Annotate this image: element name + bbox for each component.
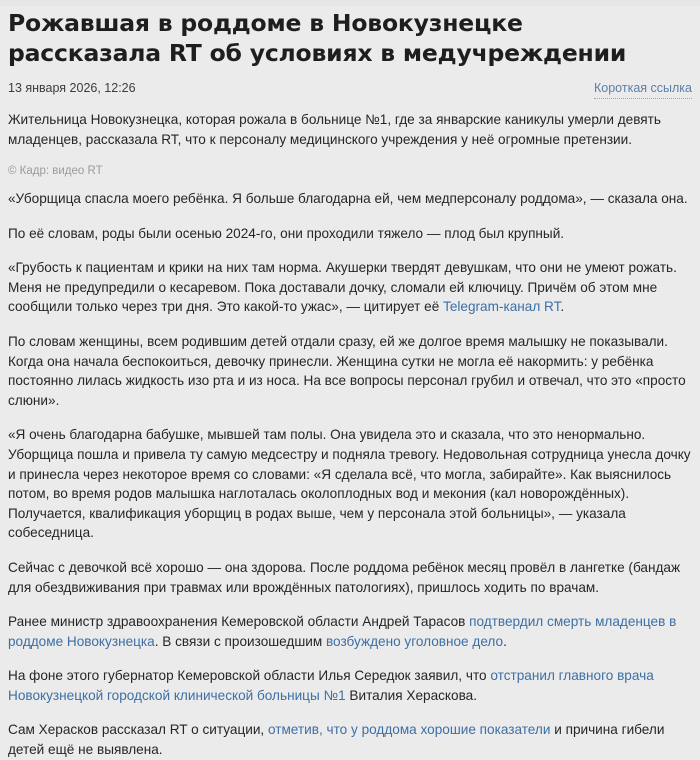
article-inline-link[interactable]: отстранил главного врача Новокузнецкой городской клинической больницы №1 <box>8 668 654 703</box>
article-paragraph <box>8 720 692 759</box>
article-meta-row <box>8 80 692 104</box>
article-text-run: . <box>560 299 565 315</box>
article-text-run: и причина гибели детей ещё не выявлена. <box>8 722 665 758</box>
article-paragraph <box>8 666 692 705</box>
article-inline-link[interactable]: подтвердил смерть младенцев в роддоме Новокузнецка <box>8 614 677 649</box>
article-inline-link[interactable]: Telegram-канал RT <box>443 299 561 315</box>
page-title: Рожавшая в роддоме в Новокузнецке рассказала RT об условиях в медучреждении <box>8 9 627 67</box>
article-text-run: Сам Херасков рассказал RT о ситуации, <box>8 722 268 738</box>
article-text-run: «Уборщица спасла моего ребёнка. Я больше благодарна ей, чем медперсоналу роддома», — сказала она. <box>8 191 688 206</box>
article-text-run: По словам женщины, всем родившим детей отдали сразу, ей же долгое время малышку не показывали. Когда она начала беспокоиться, девочку принесли. Женщина сутки не могла её накормить: у ребёнка постоянно лилась жидкость изо рта и из носа. На все вопросы персонал грубил и отвечал, что это «просто слюни». <box>8 333 686 408</box>
article-page <box>0 8 700 760</box>
article-paragraph <box>8 189 692 209</box>
short-link-button[interactable]: Короткая ссылка <box>594 80 692 99</box>
top-band <box>0 0 700 6</box>
article-paragraph <box>8 558 692 597</box>
article-inline-link[interactable]: возбуждено уголовное дело <box>325 633 504 649</box>
article-text-run: Ранее министр здравоохранения Кемеровской области Андрей Тарасов <box>8 614 470 630</box>
article-paragraph <box>8 224 692 244</box>
article-inline-link[interactable]: отметив, что у роддома хорошие показатели <box>267 722 551 738</box>
article-lead: Жительница Новокузнецка, которая рожала в больнице №1, где за январские каникулы умерли девять младенцев, рассказала RT, что к персоналу медицинского учреждения у неё огромные претензии. <box>8 112 661 147</box>
article-text-run: На фоне этого губернатор Кемеровской области Илья Середюк заявил, что <box>8 668 491 684</box>
article-body <box>8 189 692 760</box>
publish-date: 13 января 2026, 12:26 <box>8 81 136 95</box>
article-paragraph <box>8 258 692 317</box>
article-paragraph <box>8 332 692 410</box>
article-text-run: По её словам, роды были осенью 2024-го, они проходили тяжело — плод был крупный. <box>8 225 565 241</box>
article-text-run: «Я очень благодарна бабушке, мывшей там полы. Она увидела это и сказала, что это ненормально. Уборщица пошла и привела ту самую медсестру и подняла тревогу. Недовольная сотрудница унесла дочку и принесла через некоторое время со словами: «Я сделала всё, что могла, забирайте». Как выяснилось потом, во время родов малышка наглоталась околоплодных вод и мекония (кал новорождённых). Получается, квалификация уборщиц в родах выше, чем у персонала этой больницы», — указала собеседница. <box>8 427 691 541</box>
article-text-run: Виталия Хераскова. <box>345 687 478 703</box>
article-text-run: . В связи с произошедшим <box>154 633 326 649</box>
article-paragraph <box>8 612 692 651</box>
article-text-run: . <box>503 633 507 649</box>
article-text-run: Сейчас с девочкой всё хорошо — она здорова. После роддома ребёнок месяц провёл в лангетке (бандаж для обездвиживания при травмах или врождённых патологиях), пришлось ходить по врачам. <box>8 559 681 595</box>
article-text-run: «Грубость к пациентам и крики на них там норма. Акушерки твердят девушкам, что они не умеют рожать. Меня не предупредили о кесаревом. Пока доставали дочку, сломали ей ключицу. Причём об этом мне сообщили только через три дня. Это какой-то ужас», — цитирует её <box>8 260 677 315</box>
article-paragraph <box>8 425 692 543</box>
media-credit: © Кадр: видео RT <box>8 165 103 177</box>
